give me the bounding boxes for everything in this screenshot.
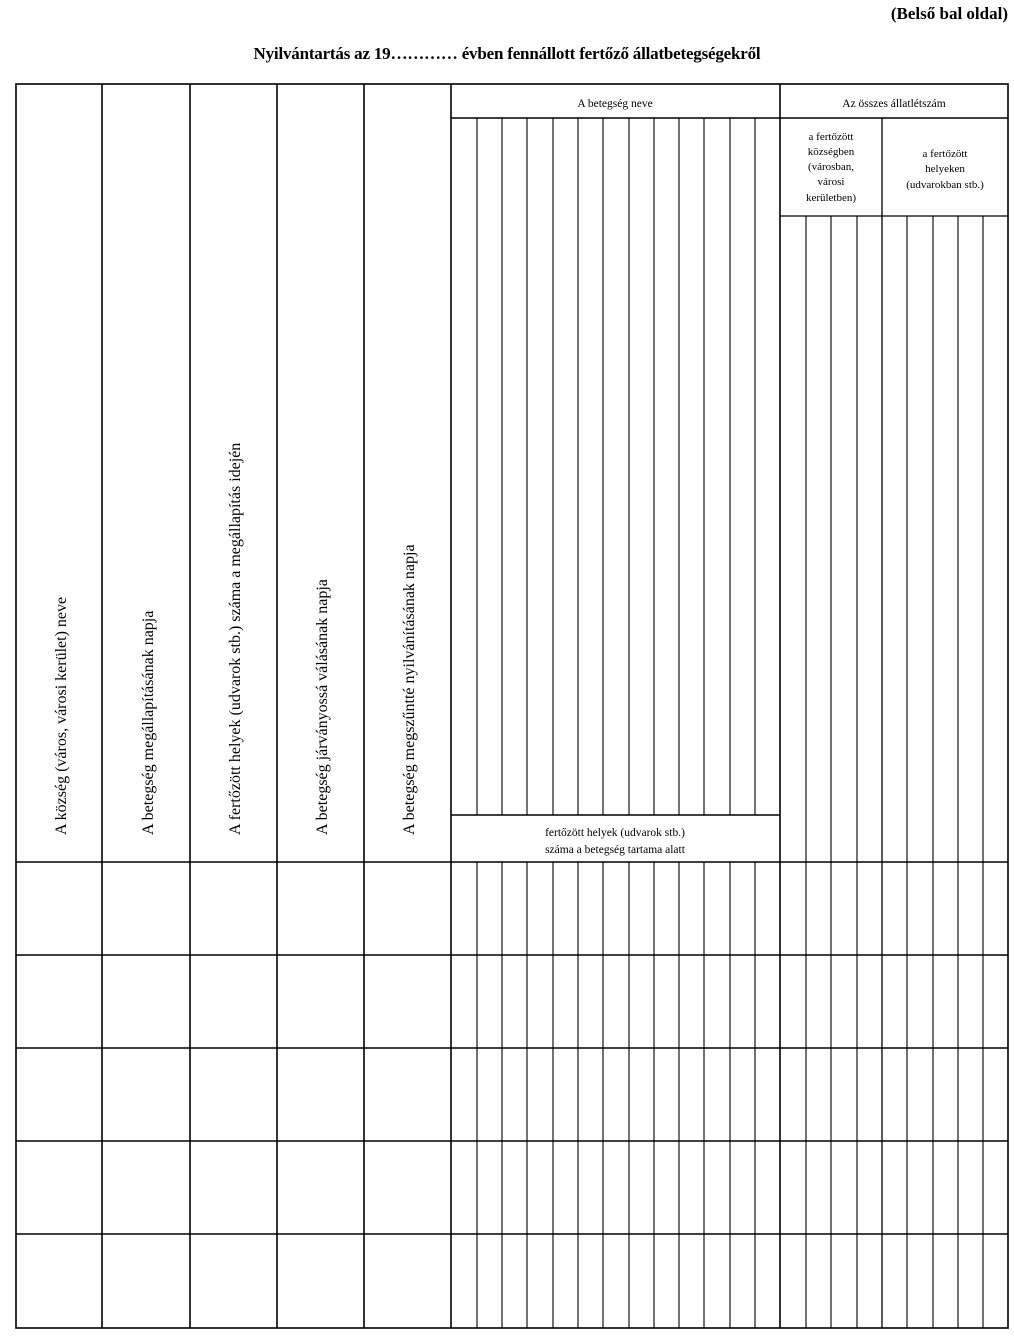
disease-footer-line1: fertőzött helyek (udvarok stb.) xyxy=(545,827,685,839)
animal-group-header: Az összes állatlétszám xyxy=(842,98,946,110)
sub1-line: kerületben) xyxy=(805,192,857,204)
animal-subcolumns xyxy=(806,216,983,1328)
header-megallapitas-napja: A betegség megállapításának napja xyxy=(140,610,157,835)
disease-footer-line2: száma a betegség tartama alatt xyxy=(545,844,685,856)
group-headers xyxy=(545,98,946,856)
sub1-line: községben xyxy=(807,146,855,158)
header-megszuntte-nyilvanitas: A betegség megszűntté nyilvánításának napja xyxy=(401,544,418,835)
header-jarvannya-valas: A betegség járványossá válásának napja xyxy=(314,579,331,835)
sub1-line: városi xyxy=(817,176,845,188)
disease-group-header: A betegség neve xyxy=(577,98,653,110)
disease-subcolumns xyxy=(477,118,755,1328)
animal-subheader-texts xyxy=(806,131,984,204)
header-fertozott-helyek: A fertőzött helyek (udvarok stb.) száma a megállapítás idején xyxy=(227,442,244,835)
sub2-line: a fertőzött xyxy=(922,148,968,160)
form-title: Nyilvántartás az 19………… évben fennállott fertőző állatbetegségekről xyxy=(253,44,761,63)
header-kozseg-neve: A község (város, városi kerület) neve xyxy=(53,596,70,835)
table-grid xyxy=(16,84,1008,1328)
page-label: (Belső bal oldal) xyxy=(890,4,1008,23)
animal-subheaders xyxy=(780,118,1008,1328)
sub1-line: a fertőzött xyxy=(808,131,854,143)
sub2-line: (udvarokban stb.) xyxy=(906,179,984,191)
sub1-line: (városban, xyxy=(807,161,855,173)
sub2-line: helyeken xyxy=(925,163,965,175)
